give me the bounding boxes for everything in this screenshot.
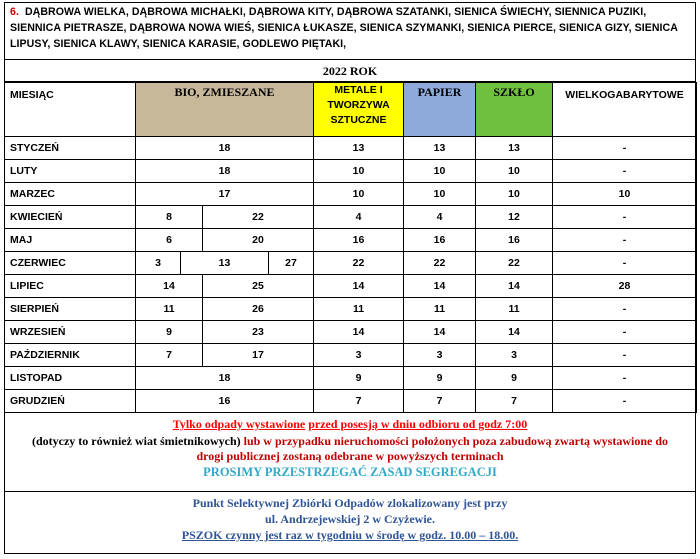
bulky-date: - <box>553 206 697 229</box>
bio-date: 11 <box>136 298 203 321</box>
area-number: 6. <box>10 6 19 18</box>
paper-date: 14 <box>404 321 476 344</box>
paper-date: 7 <box>404 390 476 413</box>
table-row <box>5 206 697 229</box>
year-label: 2022 ROK <box>4 60 696 82</box>
table-row <box>5 298 697 321</box>
notice-dark-red-2: drogi publicznej zostaną odebrane w powyższych terminach <box>196 449 504 463</box>
notice-red-2: przed posesją w dniu odbioru od godz 7:00 <box>308 417 528 431</box>
localities-text-1: DĄBROWA WIELKA, DĄBROWA MICHAŁKI, DĄBROWA KITY, DĄBROWA SZATANKI, SIENICA ŚWIECHY, SIENNICA PUZIKI, <box>24 6 647 18</box>
bio-date: 7 <box>136 344 203 367</box>
table-row <box>5 367 697 390</box>
table-row <box>5 160 697 183</box>
bio-date: 14 <box>136 275 203 298</box>
metal-date: 13 <box>314 137 404 160</box>
metal-date: 14 <box>314 321 404 344</box>
bio-date: 18 <box>136 367 314 390</box>
bio-date: 13 <box>181 252 269 275</box>
notice-line-1 <box>4 417 696 431</box>
metal-date: 10 <box>314 183 404 206</box>
metal-date: 4 <box>314 206 404 229</box>
bio-date: 18 <box>136 137 314 160</box>
glass-date: 7 <box>476 390 553 413</box>
bio-date: 17 <box>203 344 314 367</box>
month-cell: LIPIEC <box>5 275 136 298</box>
pszok-block <box>4 496 696 542</box>
bio-date: 8 <box>136 206 203 229</box>
table-row <box>5 229 697 252</box>
month-cell: PAŹDZIERNIK <box>5 344 136 367</box>
bulky-date: - <box>553 298 697 321</box>
notice-red-1: Tylko odpady wystawione <box>172 417 306 431</box>
footer-notes <box>4 412 696 554</box>
bio-date: 16 <box>136 390 314 413</box>
bio-date: 22 <box>203 206 314 229</box>
bio-date: 27 <box>269 252 314 275</box>
pszok-line-3: PSZOK czynny jest raz w tygodniu w środę w godz. 10.00 – 18.00. <box>181 528 519 542</box>
month-cell: LUTY <box>5 160 136 183</box>
bio-date: 25 <box>203 275 314 298</box>
pszok-line-1: Punkt Selektywnej Zbiórki Odpadów zlokalizowany jest przy <box>192 496 508 510</box>
glass-date: 13 <box>476 137 553 160</box>
glass-date: 10 <box>476 160 553 183</box>
footer-top-divider <box>4 412 696 413</box>
table-row <box>5 344 697 367</box>
schedule-table <box>4 82 697 413</box>
bio-date: 18 <box>136 160 314 183</box>
bio-date: 20 <box>203 229 314 252</box>
bio-date: 17 <box>136 183 314 206</box>
bio-date: 6 <box>136 229 203 252</box>
glass-date: 11 <box>476 298 553 321</box>
metal-date: 22 <box>314 252 404 275</box>
month-cell: MAJ <box>5 229 136 252</box>
month-cell: LISTOPAD <box>5 367 136 390</box>
column-header-paper: PAPIER <box>404 83 476 137</box>
column-header-row <box>5 83 697 137</box>
pszok-line-2: ul. Andrzejewskiej 2 w Czyżewie. <box>265 512 435 526</box>
table-row <box>5 275 697 298</box>
table-row <box>5 183 697 206</box>
paper-date: 11 <box>404 298 476 321</box>
month-cell: GRUDZIEŃ <box>5 390 136 413</box>
segregation-notice: PROSIMY PRZESTRZEGAĆ ZASAD SEGREGACJI <box>203 465 497 479</box>
header-localities <box>4 2 696 60</box>
notice-dark-red-1: lub w przypadku nieruchomości położonych poza zabudową zwartą wystawione do <box>243 434 668 448</box>
bio-date: 26 <box>203 298 314 321</box>
bio-date: 9 <box>136 321 203 344</box>
table-row <box>5 321 697 344</box>
month-cell: STYCZEŃ <box>5 137 136 160</box>
paper-date: 14 <box>404 275 476 298</box>
bulky-date: - <box>553 321 697 344</box>
glass-date: 9 <box>476 367 553 390</box>
metal-line-1: METALE I <box>334 84 383 96</box>
bulky-date: 28 <box>553 275 697 298</box>
bio-date: 3 <box>136 252 181 275</box>
localities-line-2: SIENNICA PIETRASZE, DĄBROWA NOWA WIEŚ, SIENICA ŁUKASZE, SIENICA SZYMANKI, SIENICA PIERCE, SIENICA GIZY, SIENICA <box>10 22 678 34</box>
metal-line-2: TWORZYWA <box>327 99 390 111</box>
paper-date: 10 <box>404 183 476 206</box>
column-header-bio: BIO, ZMIESZANE <box>136 83 314 137</box>
metal-date: 10 <box>314 160 404 183</box>
bio-date: 23 <box>203 321 314 344</box>
metal-date: 7 <box>314 390 404 413</box>
column-header-month: MIESIĄC <box>5 83 136 137</box>
bulky-date: - <box>553 252 697 275</box>
localities-line-3: LIPUSY, SIENICA KLAWY, SIENICA KARASIE, GODLEWO PIĘTAKI, <box>10 38 347 50</box>
metal-date: 16 <box>314 229 404 252</box>
glass-date: 16 <box>476 229 553 252</box>
month-cell: MARZEC <box>5 183 136 206</box>
column-header-glass: SZKŁO <box>476 83 553 137</box>
paper-date: 13 <box>404 137 476 160</box>
bulky-date: 10 <box>553 183 697 206</box>
column-header-metal <box>314 83 404 137</box>
bulky-date: - <box>553 367 697 390</box>
glass-date: 22 <box>476 252 553 275</box>
glass-date: 10 <box>476 183 553 206</box>
month-cell: WRZESIEŃ <box>5 321 136 344</box>
month-cell: CZERWIEC <box>5 252 136 275</box>
paper-date: 3 <box>404 344 476 367</box>
metal-date: 3 <box>314 344 404 367</box>
table-row <box>5 252 697 275</box>
metal-date: 11 <box>314 298 404 321</box>
month-cell: KWIECIEŃ <box>5 206 136 229</box>
bulky-date: - <box>553 137 697 160</box>
paper-date: 16 <box>404 229 476 252</box>
metal-date: 9 <box>314 367 404 390</box>
notice-line-3 <box>4 449 696 463</box>
glass-date: 3 <box>476 344 553 367</box>
metal-line-3: SZTUCZNE <box>330 114 387 126</box>
table-row <box>5 390 697 413</box>
glass-date: 14 <box>476 275 553 298</box>
month-cell: SIERPIEŃ <box>5 298 136 321</box>
bulky-date: - <box>553 390 697 413</box>
paper-date: 10 <box>404 160 476 183</box>
schedule-sheet <box>4 2 698 555</box>
notice-block <box>4 417 696 479</box>
bulky-date: - <box>553 229 697 252</box>
column-header-bulky: WIELKOGABARYTOWE <box>553 83 697 137</box>
bulky-date: - <box>553 344 697 367</box>
paper-date: 22 <box>404 252 476 275</box>
footer-mid-divider <box>4 491 696 492</box>
metal-date: 14 <box>314 275 404 298</box>
bulky-date: - <box>553 160 697 183</box>
glass-date: 14 <box>476 321 553 344</box>
notice-line-2 <box>4 434 696 448</box>
localities-line-1 <box>10 4 692 20</box>
notice-black: (dotyczy to również wiat śmietnikowych) <box>31 434 241 448</box>
paper-date: 4 <box>404 206 476 229</box>
paper-date: 9 <box>404 367 476 390</box>
table-row <box>5 137 697 160</box>
glass-date: 12 <box>476 206 553 229</box>
